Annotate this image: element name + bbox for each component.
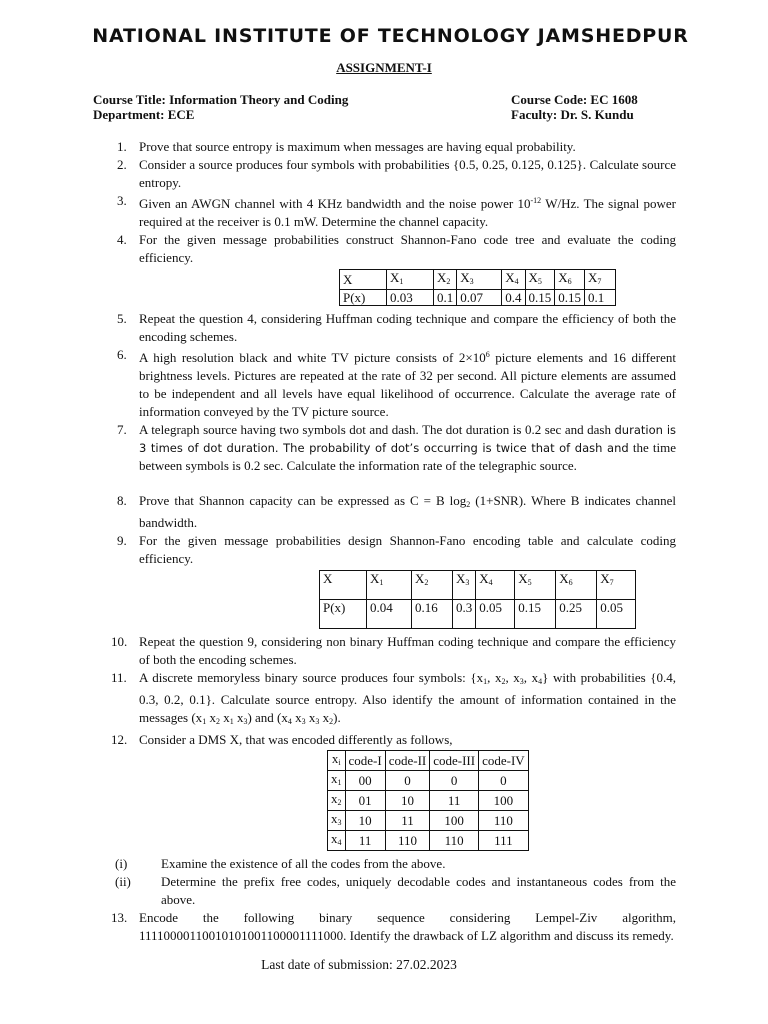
question-12: 12. Consider a DMS X, that was encoded differently as follows, $x_i$ code-I code-II code-III code-IV $x_1$ 00 0 0 0 $x_2$ 01 10 11 100 $x_3$ 10 11 100 110 $x_4$ 11 110 110 111 [93,731,676,851]
table-row: $x_2$ 01 10 11 100 [328,791,529,811]
department: Department: ECE [93,107,195,122]
question-3: 3. Given an AWGN channel with 4 KHz bandwidth and the noise power $10^{-12}$ W/Hz. The signal power required at the receiver is 0.1 mW. Determine the channel capacity. [117,193,676,229]
probability-table-2 [319,570,636,629]
table1-symbol-row: X $X_1$ $X_2$ $X_3$ $X_4$ $X_5$ $X_6$ $X_7$ [340,270,616,290]
code-table-header: $x_i$ code-I code-II code-III code-IV [328,751,529,771]
table-row: $x_4$ 11 110 110 111 [328,831,529,851]
table2-symbol-row: X $X_1$ $X_2$ $X_3$ $X_4$ $X_5$ $X_6$ $X_7$ [320,571,636,600]
course-info-right [511,92,638,122]
question-10: 10. Repeat the question 9, considering non binary Huffman coding technique and compare the efficiency of both the encoding schemes. [111,634,676,667]
question-4: 4. For the given message probabilities construct Shannon-Fano code tree and evaluate the coding efficiency. X $X_1$ $X_2$ $X_3$ $X_4$ $X_5$ $X_6$ $X_7$ P(x) 0.03 0.1 0.07 0.4 0.15 0.15 0.1 [117,232,676,305]
question-2: 2. Consider a source produces four symbols with probabilities {0.5, 0.25, 0.125, 0.125}. Calculate source entropy. [117,157,676,190]
institute-title: NATIONAL INSTITUTE OF TECHNOLOGY JAMSHEDPUR [92,25,689,47]
course-title: Course Title: Information Theory and Coding [93,92,349,107]
question-12-part-ii: (ii) Determine the prefix free codes, uniquely decodable codes and instantaneous codes from the above. [115,874,676,907]
question-1: 1. Prove that source entropy is maximum when messages are having equal probability. [117,139,576,154]
table-row: $x_1$ 00 0 0 0 [328,771,529,791]
submission-date: Last date of submission: 27.02.2023 [261,957,457,972]
code-table [327,750,529,851]
table2-probability-row: P(x) 0.04 0.16 0.3 0.05 0.15 0.25 0.05 [320,600,636,629]
course-info-left [93,92,348,122]
question-12-part-i: (i) Examine the existence of all the codes from the above. [115,856,446,871]
question-5: 5. Repeat the question 4, considering Huffman coding technique and compare the efficiency of both the encoding schemes. [117,311,676,344]
table1-probability-row: P(x) 0.03 0.1 0.07 0.4 0.15 0.15 0.1 [340,290,616,306]
probability-table-1 [339,269,616,306]
course-code: Course Code: EC 1608 [511,92,638,107]
faculty: Faculty: Dr. S. Kundu [511,107,634,122]
question-9: 9. For the given message probabilities design Shannon-Fano encoding table and calculate coding efficiency. X $X_1$ $X_2$ $X_3$ $X_4$ $X_5$ $X_6$ $X_7$ P(x) 0.04 0.16 0.3 0.05 0.15 0.25 0.05 [93,532,676,629]
question-11: 11. A discrete memoryless binary source produces four symbols: {$x_1$, $x_2$, $x_3$, $x_4$} with probabilities {0.4, 0.3, 0.2, 0.1}. Calculate source entropy. Also identify the amount of information contained in the messages ($x_1$ $x_2$ $x_1$ $x_3$) and ($x_4$ $x_3$ $x_3$ $x_2$). [111,670,676,726]
assignment-title: ASSIGNMENT-I [336,60,432,75]
question-list [93,138,676,945]
question-8: 8. Prove that Shannon capacity can be expressed as C = B $\log_2 (1+SNR)$. Where B indicates channel bandwidth. [117,493,676,530]
question-6: 6. A high resolution black and white TV picture consists of $2\times 10^6$ picture elements and 16 different brightness levels. Pictures are repeated at the rate of 32 per second. All picture elements are assumed to be independent and all levels have equal likelihood of occurrence. Calculate the average rate of information conveyed by the TV picture source. [117,347,676,419]
question-7: 7. A telegraph source having two symbols dot and dash. The dot duration is 0.2 sec and dash duration is 3 times of dot duration. The probability of dot’s occurring is twice that of dash and the time between symbols is 0.2 sec. Calculate the information rate of the telegraphic source. [117,422,677,473]
table-row: $x_3$ 10 11 100 110 [328,811,529,831]
question-13: 13. Encode the following binary sequence considering Lempel-Ziv algorithm, 11110000110010101001100001111000. Identify the drawback of LZ algorithm and discuss its remedy. [111,910,676,943]
